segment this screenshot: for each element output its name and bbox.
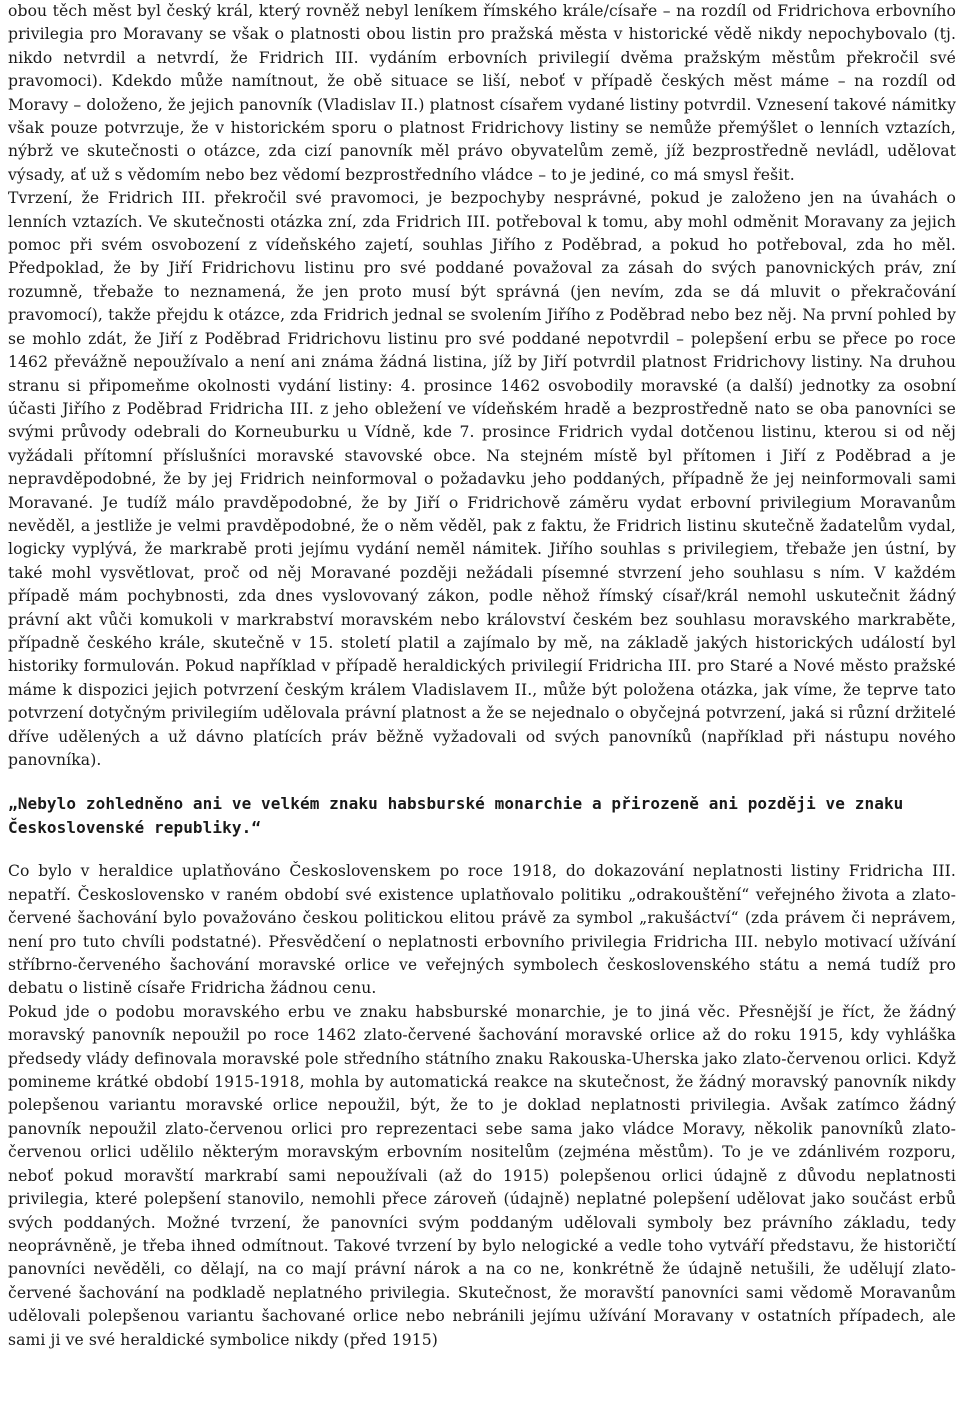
document-page [8,0,956,1352]
section-quote-heading: „Nebylo zohledněno ani ve velkém znaku habsburské monarchie a přirozeně ani později ve znaku Československé republiky.“ [8,794,904,838]
paragraph: obou těch měst byl český král, který rovněž nebyl leníkem římského krále/císaře – na rozdíl od Fridrichova erbovního privilegia pro Moravany se však o platnosti obou listin pro pražská města v historické vědě nikdy nepochybovalo (tj. nikdo netvrdil a netvrdí, že Fridrich III. vydáním erbovních privilegií dvěma pražským městům překročil své pravomoci). Kdekdo může namítnout, že obě situace se liší, neboť v případě českých měst máme – na rozdíl od Moravy – doloženo, že jejich panovník (Vladislav II.) platnost císařem vydané listiny potvrdil. Vznesení takové námitky však pouze potvrzuje, že v historickém sporu o platnost Fridrichovy listiny se nemůže přemýšlet o lenních vztazích, nýbrž ve skutečnosti o otázce, zda cizí panovník měl právo obyvatelům země, jíž bezprostředně nevládl, udělovat výsady, ať už s vědomím nebo bez vědomí bezprostředního vládce – to je jediné, co má smysl řešit. [8,2,956,184]
paragraph: Tvrzení, že Fridrich III. překročil své pravomoci, je bezpochyby nesprávné, pokud je založeno jen na úvahách o lenních vztazích. Ve skutečnosti otázka zní, zda Fridrich III. potřeboval k tomu, aby mohl odměnit Moravany za jejich pomoc při svém osvobození z vídeňského zajetí, souhlas Jiřího z Poděbrad, a pokud ho potřeboval, zda ho měl. Předpoklad, že by Jiří Fridrichovu listinu pro své poddané považoval za zásah do svých panovnických práv, zní rozumně, třebaže to neznamená, že jen proto musí být správná (jen nevím, zda se dá mluvit o překračování pravomocí), takže přejdu k otázce, zda Fridrich jednal se svolením Jiřího z Poděbrad nebo bez něj. Na první pohled by se mohlo zdát, že Jiří z Poděbrad Fridrichovu listinu pro své poddané nepotvrdil – polepšení erbu se přece po roce 1462 převážně nepoužívalo a není ani známa žádná listina, jíž by Jiří potvrdil platnost Fridrichovy listiny. Na druhou stranu si připomeňme okolnosti vydání listiny: 4. prosince 1462 osvobodily moravské (a další) jednotky za osobní účasti Jiřího z Poděbrad Fridricha III. z jeho obležení ve vídeňském hradě a bezprostředně nato se oba panovníci se svými průvody odebrali do Korneuburku u Vídně, kde 7. prosince Fridrich vydal dotčenou listinu, kterou si od něj vyžádali přítomní příslušníci moravské stavovské obce. Na stejném místě byl přítomen i Jiří z Poděbrad a je nepravděpodobné, že by jej Fridrich neinformoval o požadavku jeho poddaných, případně že jej neinformovali sami Moravané. Je tudíž málo pravděpodobné, že by Jiří o Fridrichově záměru vydat erbovní privilegium Moravanům nevěděl, a jestliže je velmi pravděpodobné, že o něm věděl, pak z faktu, že Fridrich listinu skutečně žadatelům vydal, logicky vyplývá, že markrabě proti jejímu vydání neměl námitek. Jiřího souhlas s privilegiem, třebaže jen ústní, by také mohl vysvětlovat, proč od něj Moravané později nežádali písemné stvrzení jeho souhlasu s ním. V každém případě mám pochybnosti, zda dnes vyslovovaný zákon, podle něhož římský císař/král nemohl uskutečnit žádný právní akt vůči komukoli v markrabství moravském nebo království českém bez souhlasu moravského markraběte, případně českého krále, skutečně v 15. století platil a zajímalo by mě, na základě jakých historických událostí byl historiky formulován. Pokud například v případě heraldických privilegií Fridricha III. pro Staré a Nové město pražské máme k dispozici jejich potvrzení českým králem Vladislavem II., může být položena otázka, jak víme, že teprve tato potvrzení dotyčným privilegiím udělovala právní platnost a že se nejednalo o obyčejná potvrzení, jaká si různí držitelé dříve udělených a už dávno platících práv běžně vyžadovali od svých panovníků (například při nástupu nového panovníka). [8,189,956,769]
paragraph: Co bylo v heraldice uplatňováno Československem po roce 1918, do dokazování neplatnosti listiny Fridricha III. nepatří. Československo v raném období své existence uplatňovalo politiku „odrakouštění“ veřejného života a zlato-červené šachování bylo považováno českou politickou elitou právě za symbol „rakušáctví“ (zda právem či neprávem, není pro tuto chvíli podstatné). Přesvědčení o neplatnosti erbovního privilegia Fridricha III. nebylo motivací užívání stříbrno-červeného šachování moravské orlice ve veřejných symbolech československého státu a nemá tudíž pro debatu o listině císaře Fridricha žádnou cenu. [8,862,956,998]
paragraph: Pokud jde o podobu moravského erbu ve znaku habsburské monarchie, je to jiná věc. Přesnější je říct, že žádný moravský panovník nepoužil po roce 1462 zlato-červené šachování moravské orlice až do roku 1915, kdy vyhláška předsedy vlády definovala moravské pole středního státního znaku Rakouska-Uherska jako zlato-červenou orlici. Když pomineme krátké období 1915-1918, mohla by automatická reakce na skutečnost, že žádný moravský panovník nikdy polepšenou variantu moravské orlice nepoužil, být, že to je doklad neplatnosti privilegia. Avšak zatímco žádný panovník nepoužil zlato-červenou orlici pro reprezentaci sebe sama jako vládce Moravy, několik panovníků zlato-červenou orlici udělilo některým moravským erbovním nositelům (zejména městům). To je ve zdánlivém rozporu, neboť pokud moravští markrabí sami nepoužívali (až do 1915) polepšenou orlici údajně z důvodu neplatnosti privilegia, které polepšení stanovilo, nemohli přece zároveň (údajně) neplatné polepšení udělovat jako součást erbů svých poddaných. Možné tvrzení, že panovníci svým poddaným udělovali symboly bez právního základu, tedy neoprávněně, je třeba ihned odmítnout. Takové tvrzení by bylo nelogické a vedle toho vytváří představu, že historičtí panovníci nevěděli, co dělají, na co mají právní nárok a na co ne, konkrétně že údajně netušili, že udělují zlato-červené šachování na podkladě neplatného privilegia. Skutečnost, že moravští panovníci sami vědomě Moravanům udělovali polepšenou variantu šachované orlice nebo nebránili jejímu užívání Moravany v ostatních případech, ale sami ji ve své heraldické symbolice nikdy (před 1915) [8,1002,956,1349]
